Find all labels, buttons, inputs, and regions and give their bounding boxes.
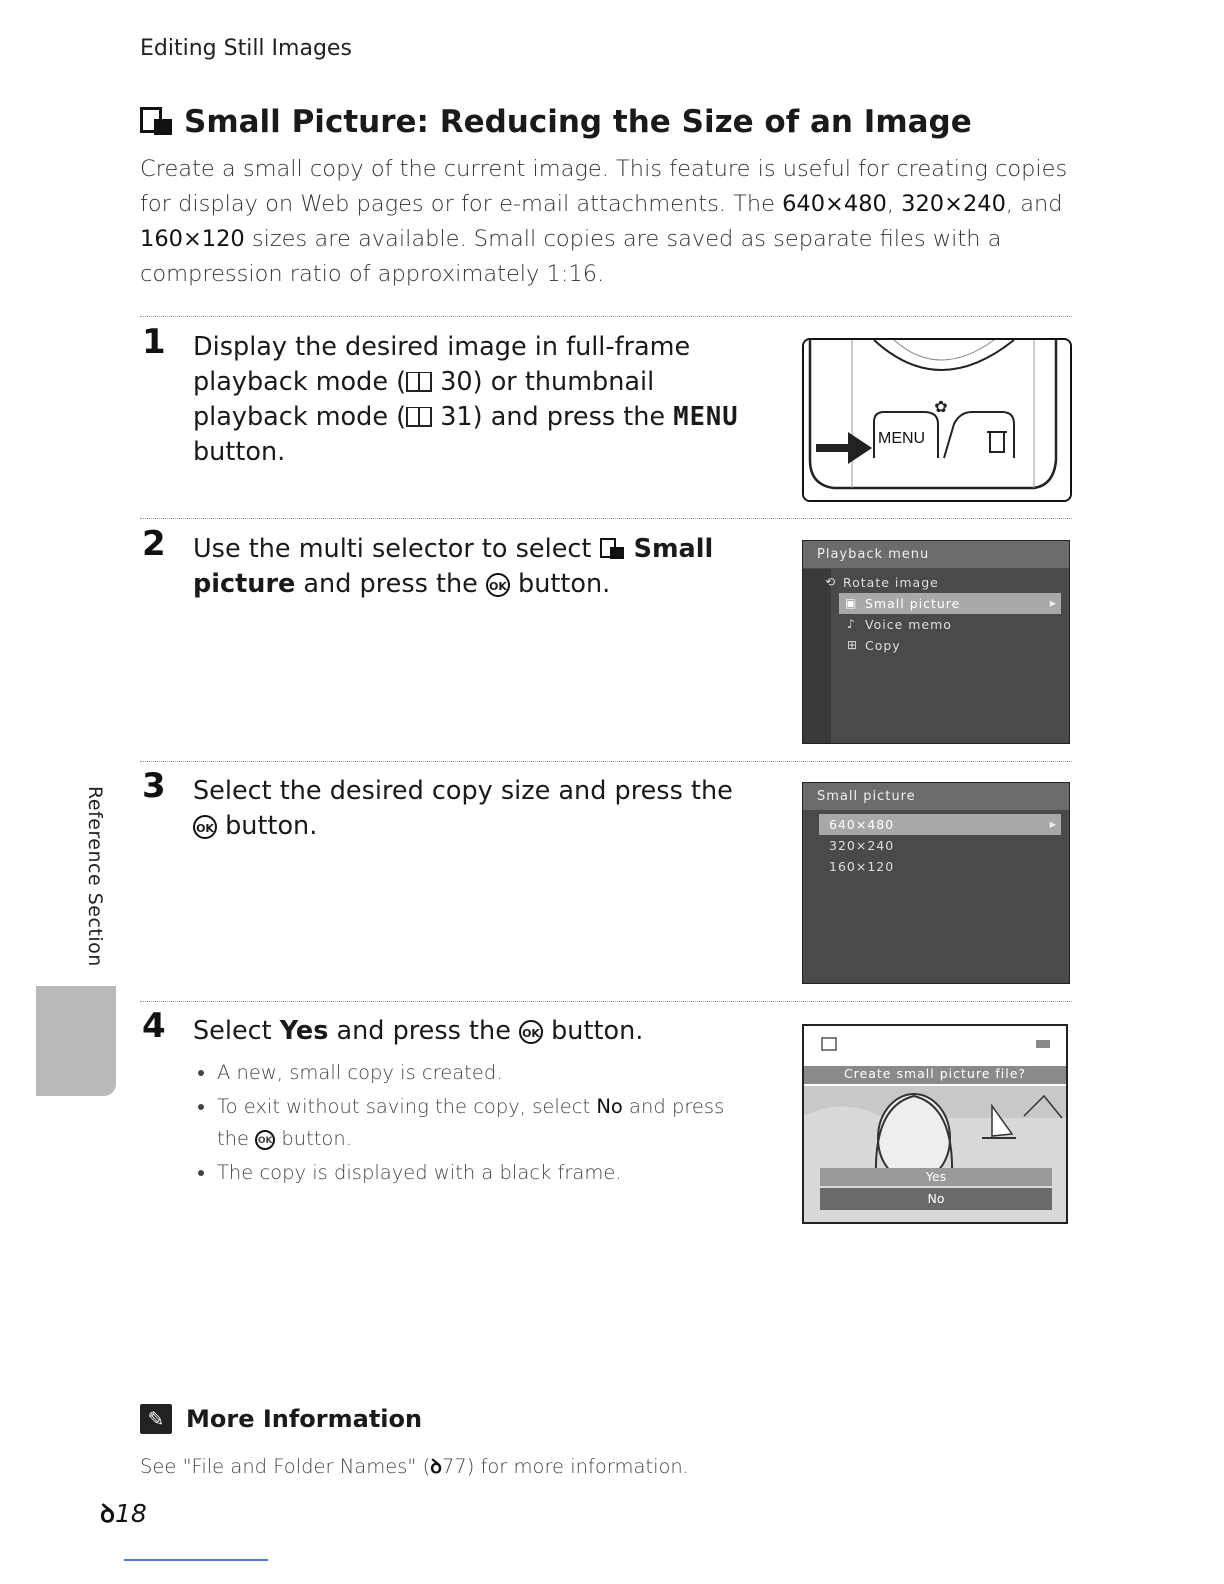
size-160: 160×120 xyxy=(140,226,245,252)
camera-back-drawing xyxy=(804,340,1070,500)
camera-illustration xyxy=(802,338,1072,502)
menu-item-copy: ⊞ Copy xyxy=(847,638,901,653)
small-picture-icon xyxy=(140,107,174,137)
screen-header: Playback menu xyxy=(803,541,1069,568)
playback-menu-screen xyxy=(802,540,1070,744)
step-3-number: 3 xyxy=(142,766,166,806)
step-4-number: 4 xyxy=(142,1006,166,1046)
confirm-no-option: No xyxy=(927,1191,945,1206)
bullet-item: • To exit without saving the copy, select No and press the OK button. xyxy=(217,1091,757,1155)
size-option-320: 320×240 xyxy=(829,838,895,853)
book-icon xyxy=(406,372,432,392)
step-4-block xyxy=(193,1014,757,1191)
step-2-number: 2 xyxy=(142,524,166,564)
ok-button-icon: OK xyxy=(193,815,217,839)
screen-header: Small picture xyxy=(803,783,1069,810)
bottom-rule xyxy=(124,1559,268,1561)
step-4-bullets xyxy=(193,1057,757,1189)
menu-item-voice-memo: ♪ Voice memo xyxy=(847,617,952,632)
divider xyxy=(140,518,1072,519)
rotate-icon: ⟲ xyxy=(825,575,837,589)
page-title-text: Small Picture: Reducing the Size of an Image xyxy=(184,104,972,140)
step-1-text: Display the desired image in full-frame playback mode ( 30) or thumbnail playback mode ( 31) and press the MENU button. xyxy=(193,332,739,467)
small-picture-icon xyxy=(600,538,626,560)
ok-button-icon: OK xyxy=(486,573,510,597)
book-icon xyxy=(406,407,432,427)
divider xyxy=(140,1001,1072,1002)
menu-button-glyph: MENU xyxy=(673,402,739,432)
size-option-640: 640×480 ▸ xyxy=(819,814,1061,835)
step-3-text: Select the desired copy size and press the OK button. xyxy=(193,776,733,841)
size-640: 640×480 xyxy=(782,191,887,217)
microphone-icon: ♪ xyxy=(847,617,856,631)
confirm-dialog-screen xyxy=(802,1024,1068,1224)
size-320: 320×240 xyxy=(901,191,1006,217)
running-head: Editing Still Images xyxy=(140,36,352,61)
sidebar-section-label: Reference Section xyxy=(84,786,106,967)
reference-section-icon: ꝺ xyxy=(100,1499,115,1528)
bullet-item: • A new, small copy is created. xyxy=(217,1057,757,1089)
more-info-title: More Information xyxy=(186,1405,423,1433)
menu-item-small-picture: ▣ Small picture ▸ xyxy=(839,593,1061,614)
small-picture-screen xyxy=(802,782,1070,984)
more-info-text: See "File and Folder Names" (ꝺ77) for more information. xyxy=(140,1455,689,1478)
divider xyxy=(140,316,1072,317)
menu-item-rotate: ⟲ Rotate image xyxy=(825,575,939,590)
step-1-number: 1 xyxy=(142,322,166,362)
step-2-text: Use the multi selector to select Small picture and press the OK button. xyxy=(193,534,714,599)
size-option-160: 160×120 xyxy=(829,859,895,874)
more-info-heading xyxy=(140,1404,422,1434)
intro-paragraph: Create a small copy of the current image. This feature is useful for creating copies for display on Web pages or for e-mail attachments. The 640×480, 320×240, and 160×120 sizes are available. Small copies are saved as separate files with a compression ratio of approximately 1:16. xyxy=(140,156,1068,287)
step-4-text: Select Yes and press the OK button. xyxy=(193,1016,644,1046)
svg-text:✿: ✿ xyxy=(934,397,948,416)
confirm-prompt: Create small picture file? xyxy=(843,1066,1027,1081)
page-number: ꝺ18 xyxy=(100,1499,147,1528)
reference-section-icon: ꝺ xyxy=(430,1455,442,1478)
divider xyxy=(140,761,1072,762)
sidebar-section-tab xyxy=(36,986,116,1096)
copy-icon: ⊞ xyxy=(847,638,859,652)
camera-menu-label: MENU xyxy=(878,430,926,447)
ok-button-icon: OK xyxy=(255,1130,275,1150)
small-picture-icon: ▣ xyxy=(845,596,858,610)
ok-button-icon: OK xyxy=(519,1020,543,1044)
bullet-item: • The copy is displayed with a black frame. xyxy=(217,1157,757,1189)
confirm-yes-option: Yes xyxy=(925,1169,947,1184)
page-title xyxy=(140,104,972,140)
pencil-note-icon: ✎ xyxy=(140,1404,172,1434)
